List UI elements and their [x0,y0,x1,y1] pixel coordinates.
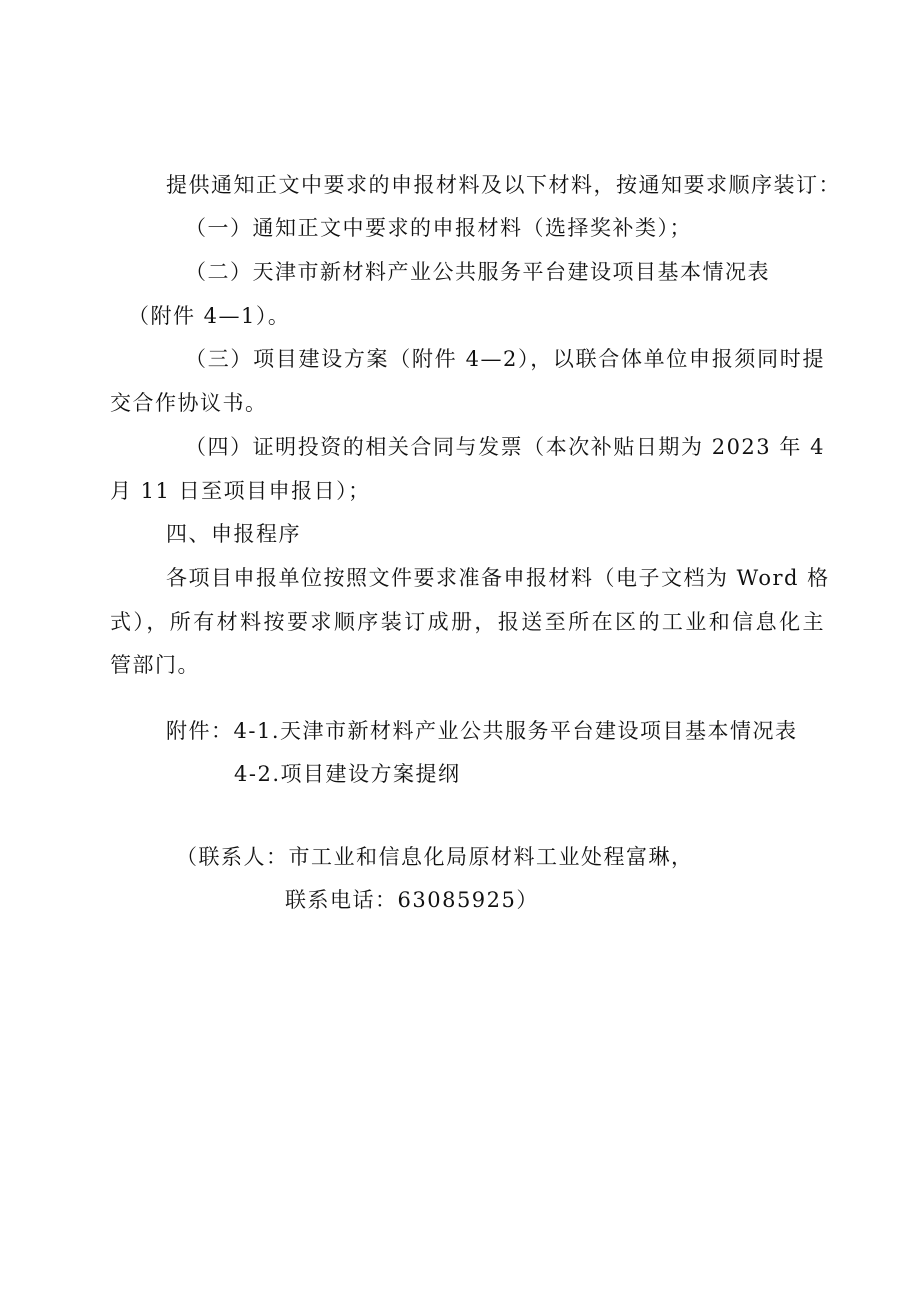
contact-person: （联系人：市工业和信息化局原材料工业处程富琳， [176,845,694,869]
attachment-2: 4-2.项目建设方案提纲 [234,762,461,786]
list-item-4: （四）证明投资的相关合同与发票（本次补贴日期为 2023 年 4 [185,435,825,459]
list-item-2-cont: （附件 4—1）。 [128,304,291,328]
paragraph-intro: 提供通知正文中要求的申报材料及以下材料，按通知要求顺序装订： [166,173,841,197]
section-heading-procedure: 四、申报程序 [166,522,301,546]
list-item-3-cont: 交合作协议书。 [110,391,268,415]
list-item-2: （二）天津市新材料产业公共服务平台建设项目基本情况表 [185,260,770,284]
procedure-paragraph-line-2: 式），所有材料按要求顺序装订成册，报送至所在区的工业和信息化主 [110,610,825,634]
procedure-paragraph-line-1: 各项目申报单位按照文件要求准备申报材料（电子文档为 Word 格 [166,566,830,590]
attachment-1: 附件：4-1.天津市新材料产业公共服务平台建设项目基本情况表 [166,719,798,743]
list-item-3: （三）项目建设方案（附件 4—2），以联合体单位申报须同时提 [185,347,825,371]
list-item-4-cont: 月 11 日至项目申报日）； [110,479,371,503]
contact-phone: 联系电话：63085925） [285,888,539,912]
list-item-1: （一）通知正文中要求的申报材料（选择奖补类）； [185,216,692,240]
procedure-paragraph-line-3: 管部门。 [110,653,200,677]
